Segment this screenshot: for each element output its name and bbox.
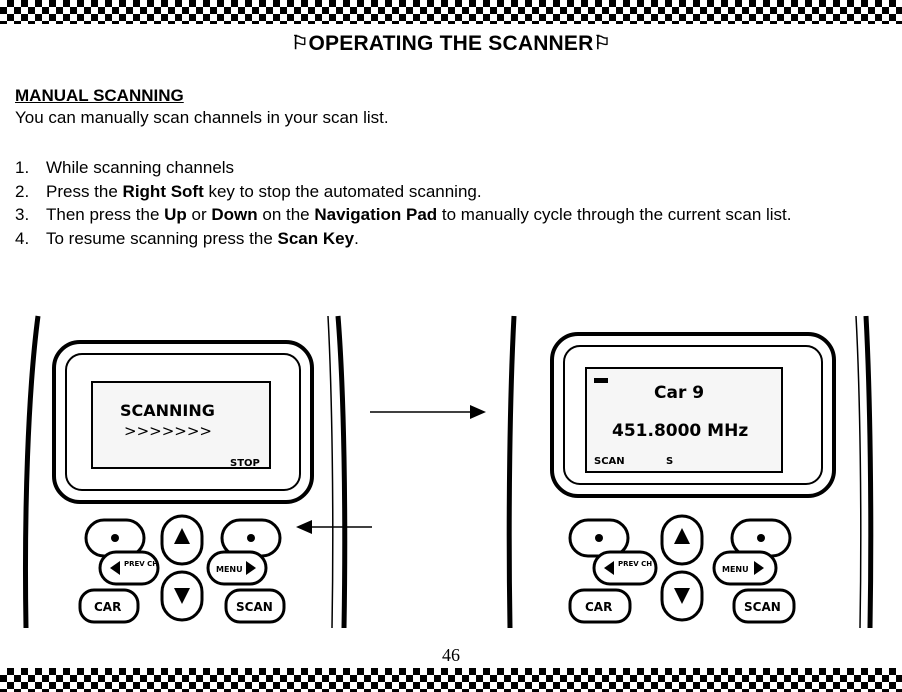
- step-text: Then press the: [46, 205, 165, 224]
- prev-ch-button[interactable]: [594, 552, 656, 584]
- arrow-left-head-icon: [296, 520, 312, 534]
- prev-ch-button[interactable]: [100, 552, 158, 584]
- step-number: 3.: [15, 205, 30, 224]
- scan-label: SCAN: [236, 600, 273, 614]
- soft-key-label: STOP: [230, 458, 260, 469]
- status-s-label: S: [666, 456, 674, 467]
- step-item: [15, 180, 885, 204]
- step-number: 2.: [15, 181, 30, 201]
- checkered-border-top: [0, 0, 902, 24]
- page-title-text: OPERATING THE SCANNER: [308, 32, 594, 55]
- step-text: Press the: [46, 181, 123, 201]
- step-item: [15, 156, 885, 180]
- prev-ch-label: PREV CH: [618, 560, 653, 568]
- device-illustration-channel: [506, 312, 876, 628]
- menu-label: MENU: [216, 565, 243, 574]
- lcd-line-1: Car 9: [654, 383, 705, 403]
- arrow-right-head-icon: [470, 405, 486, 419]
- status-scan-label: SCAN: [594, 456, 625, 467]
- step-text: To resume scanning press the: [46, 228, 278, 248]
- lcd-line-2: 451.8000 MHz: [612, 421, 749, 441]
- step-text: on the: [257, 205, 315, 224]
- lcd-line-2: >>>>>>>: [124, 422, 212, 440]
- lcd-line-1: SCANNING: [120, 401, 215, 420]
- page-number: 46: [442, 645, 460, 665]
- step-emphasis: Scan Key: [277, 228, 355, 248]
- steps-list: [15, 156, 885, 250]
- car-label: CAR: [585, 600, 613, 614]
- flag-icon: ⚐: [291, 33, 309, 54]
- step-emphasis: Navigation Pad: [314, 205, 438, 224]
- scan-label: SCAN: [744, 600, 781, 614]
- page-title: [0, 32, 902, 56]
- intro-text: You can manually scan channels in your scan list.: [15, 108, 389, 127]
- flow-arrows: [290, 395, 495, 535]
- step-text: key to stop the automated scanning.: [203, 181, 482, 201]
- prev-ch-label: PREV CH: [124, 560, 159, 568]
- signal-icon: [594, 378, 608, 383]
- step-number: 4.: [15, 228, 30, 248]
- checkered-border-bottom: [0, 668, 902, 692]
- step-emphasis: Down: [211, 205, 258, 224]
- step-item: [15, 203, 885, 227]
- section-heading: MANUAL SCANNING: [15, 86, 184, 105]
- step-number: 1.: [15, 158, 30, 177]
- step-text: to manually cycle through the current scan list.: [437, 205, 792, 224]
- step-text: or: [186, 205, 212, 224]
- step-text: While scanning channels: [46, 158, 235, 177]
- car-label: CAR: [94, 600, 122, 614]
- step-emphasis: Up: [164, 205, 187, 224]
- step-item: [15, 227, 885, 251]
- step-text: .: [354, 228, 359, 248]
- flag-icon: ⚐: [593, 33, 611, 54]
- step-emphasis: Right Soft: [122, 181, 204, 201]
- menu-label: MENU: [722, 565, 749, 574]
